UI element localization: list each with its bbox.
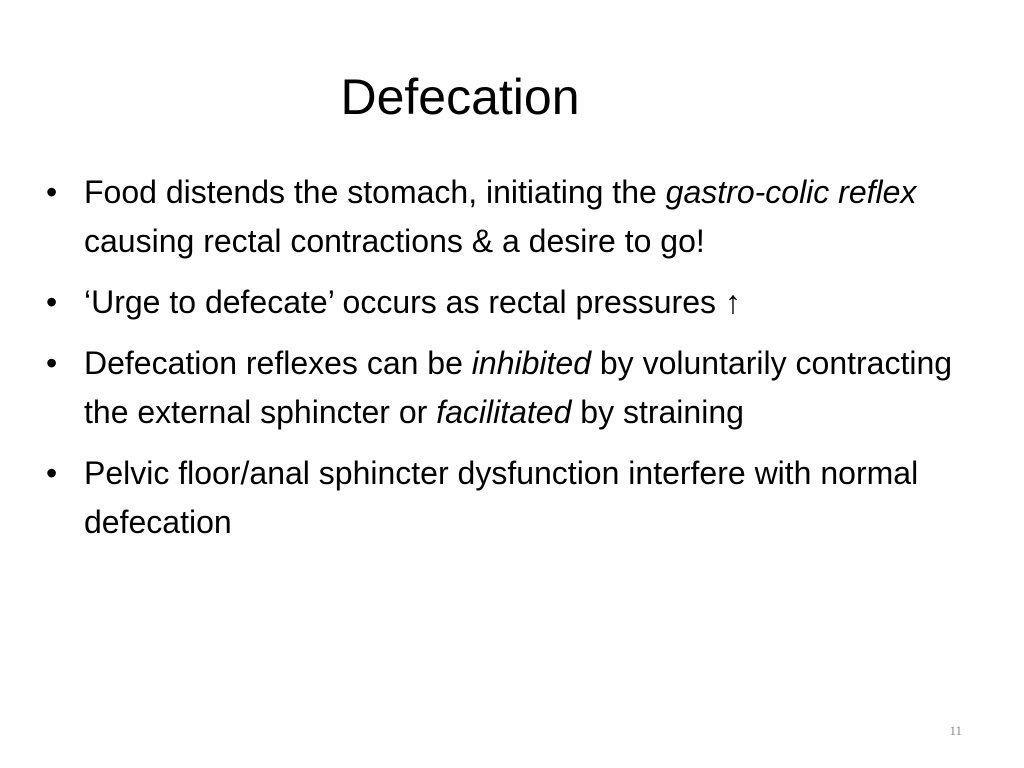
italic-text-segment: inhibited — [471, 345, 591, 381]
text-segment: by straining — [571, 394, 744, 430]
bullet-icon: • — [46, 284, 58, 320]
bullet-icon: • — [46, 455, 58, 491]
bullet-item — [46, 339, 986, 437]
text-segment: Food distends the stomach, initiating the — [84, 174, 666, 210]
bullet-text — [84, 174, 916, 259]
italic-text-segment: gastro-colic reflex — [665, 174, 917, 210]
text-segment: causing rectal contractions & a desire to go! — [84, 223, 705, 259]
text-segment: by voluntarily contracting the external sphincter or — [84, 345, 953, 430]
bullet-icon: • — [46, 345, 58, 381]
bullet-text — [84, 284, 741, 320]
italic-text-segment: facilitated — [436, 394, 572, 430]
bullet-list — [46, 168, 986, 559]
bullet-item — [46, 278, 986, 327]
text-segment: Defecation reflexes can be — [84, 345, 472, 381]
bullet-icon: • — [46, 174, 58, 210]
bullet-text — [84, 345, 952, 430]
slide-title: Defecation — [340, 69, 580, 125]
bullet-text — [84, 455, 918, 540]
text-segment: ‘Urge to defecate’ occurs as rectal pressures ↑ — [84, 284, 741, 320]
page-number: 11 — [949, 723, 962, 738]
bullet-item — [46, 168, 986, 266]
bullet-item — [46, 449, 986, 547]
text-segment: Pelvic floor/anal sphincter dysfunction interfere with normal defecation — [84, 455, 919, 540]
